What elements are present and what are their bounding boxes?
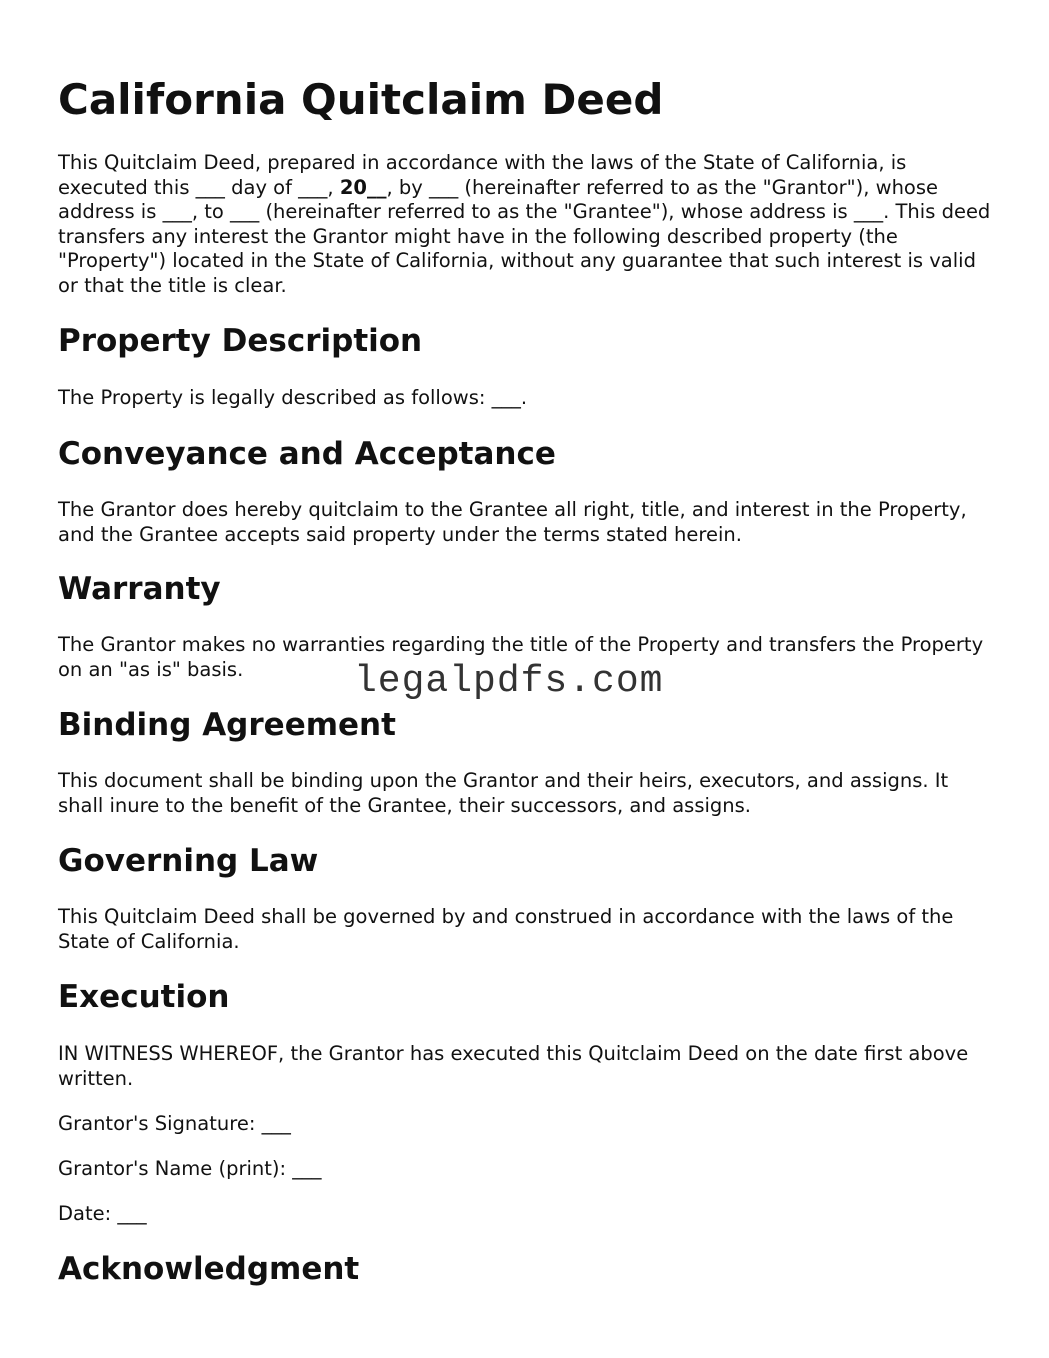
execution-text: IN WITNESS WHEREOF, the Grantor has executed this Quitclaim Deed on the date first above written. — [58, 1042, 969, 1090]
grantor-signature-line: Grantor's Signature: ___ — [58, 1112, 291, 1135]
document-title: California Quitclaim Deed — [58, 75, 664, 124]
heading-property-description: Property Description — [58, 323, 423, 359]
intro-year: 20__ — [339, 175, 387, 199]
heading-acknowledgment: Acknowledgment — [58, 1251, 360, 1287]
date-line: Date: ___ — [58, 1202, 147, 1225]
heading-governing-law: Governing Law — [58, 843, 319, 879]
heading-execution: Execution — [58, 979, 230, 1015]
heading-binding-agreement: Binding Agreement — [58, 707, 396, 743]
intro-part-2: , by ___ (hereinafter referred to as the "Grantor"), whose address is ___, to ___ (hereinafter referred to as the "Grantee"), whose address is ___. This deed transfers any interest the Grantor might have in the following described property (the "Property") located in the State of California, without any guarantee that such interest is valid or that the title is clear. — [58, 175, 991, 297]
watermark-text: legalpdfs.com — [354, 660, 664, 703]
governing-law-text: This Quitclaim Deed shall be governed by and construed in accordance with the laws of the State of California. — [58, 905, 954, 953]
heading-conveyance-acceptance: Conveyance and Acceptance — [58, 436, 556, 472]
intro-part-1: This Quitclaim Deed, prepared in accordance with the laws of the State of California, is executed this ___ day of ___, — [58, 151, 907, 199]
heading-warranty: Warranty — [58, 571, 221, 607]
property-description-text: The Property is legally described as follows: ___. — [58, 386, 528, 409]
binding-agreement-text: This document shall be binding upon the Grantor and their heirs, executors, and assigns. It shall inure to the benefit of the Grantee, their successors, and assigns. — [58, 769, 949, 817]
warranty-text: The Grantor makes no warranties regarding the title of the Property and transfers the Property on an "as is" basis. — [58, 633, 984, 681]
conveyance-acceptance-text: The Grantor does hereby quitclaim to the Grantee all right, title, and interest in the Property, and the Grantee accepts said property under the terms stated herein. — [58, 498, 967, 546]
intro-paragraph — [58, 151, 998, 298]
grantor-name-line: Grantor's Name (print): ___ — [58, 1157, 322, 1180]
